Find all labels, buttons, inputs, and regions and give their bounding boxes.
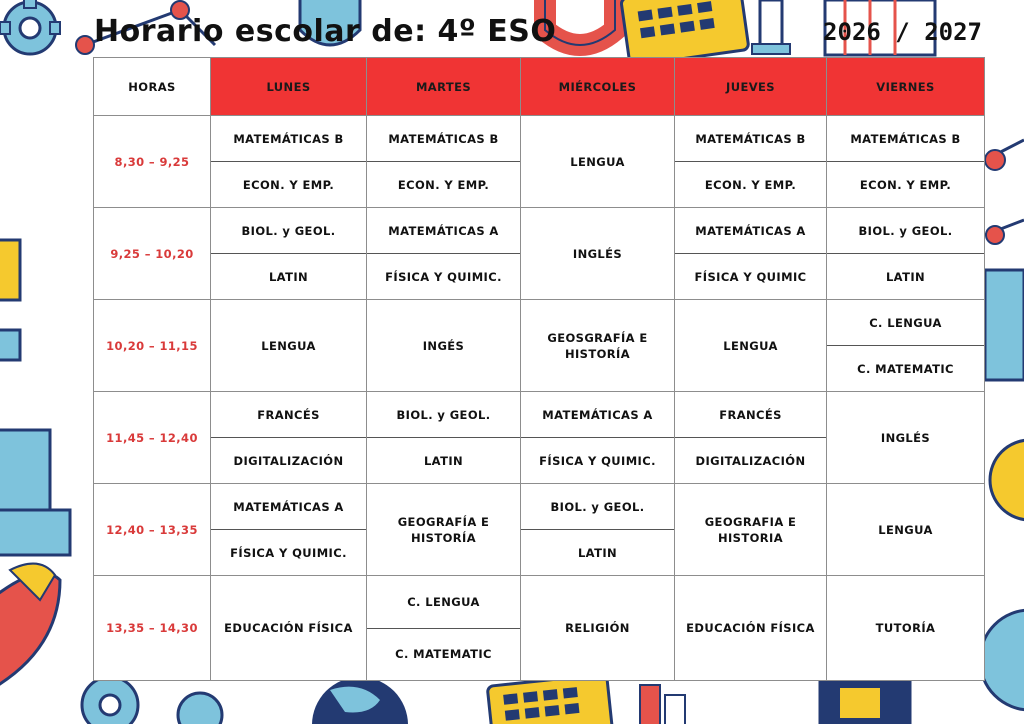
subject-option: MATEMÁTICAS A <box>675 208 826 254</box>
school-year: 2026 / 2027 <box>823 18 982 46</box>
subject-line: GEOSGRAFÍA E <box>547 330 648 345</box>
time-slot: 11,45 – 12,40 <box>93 392 211 484</box>
molecule-icon <box>985 140 1024 244</box>
schedule-cell: INGLÉS <box>827 392 985 484</box>
schedule-table <box>93 57 985 681</box>
time-slot: 12,40 – 13,35 <box>93 484 211 576</box>
schedule-cell-split <box>521 484 675 576</box>
column-header-day: LUNES <box>211 57 367 116</box>
schedule-cell: TUTORÍA <box>827 576 985 681</box>
subject-option: FÍSICA Y QUIMIC <box>694 269 807 284</box>
schedule-cell: EDUCACIÓN FÍSICA <box>675 576 827 681</box>
subject-line: GEOGRAFIA E <box>704 514 797 529</box>
schedule-cell-split <box>211 116 367 208</box>
subject-option: DIGITALIZACIÓN <box>233 453 344 468</box>
subject-option: BIOL. y GEOL. <box>521 484 674 530</box>
subject-option: MATEMÁTICAS A <box>367 208 520 254</box>
subject-option: LATIN <box>885 269 926 284</box>
subject-option: BIOL. y GEOL. <box>367 392 520 438</box>
laptop-icon <box>0 430 70 555</box>
subject-option: FÍSICA Y QUIMIC. <box>539 453 656 468</box>
schedule-cell: LENGUA <box>827 484 985 576</box>
schedule-cell-split <box>675 208 827 300</box>
schedule-cell: INGLÉS <box>521 208 675 300</box>
subject-name <box>398 514 490 546</box>
rocket-icon <box>0 564 60 690</box>
subject-option: C. LENGUA <box>367 576 520 629</box>
schedule-cell-split <box>675 392 827 484</box>
subject-option: C. LENGUA <box>827 300 984 346</box>
subject-option: FÍSICA Y QUIMIC. <box>385 269 502 284</box>
subject-option: MATEMÁTICAS A <box>211 484 366 530</box>
column-header-day: MIÉRCOLES <box>521 57 675 116</box>
globe-icon <box>980 610 1024 710</box>
schedule-cell-split <box>827 116 985 208</box>
subject-option: FRANCÉS <box>675 392 826 438</box>
calculator-icon <box>487 674 613 724</box>
column-header-day: VIERNES <box>827 57 985 116</box>
schedule-cell: LENGUA <box>675 300 827 392</box>
schedule-cell-split <box>675 116 827 208</box>
schedule-cell-split <box>521 392 675 484</box>
subject-option: LATIN <box>577 545 618 560</box>
subject-line: GEOGRAFÍA E <box>397 514 490 529</box>
schedule-cell: EDUCACIÓN FÍSICA <box>211 576 367 681</box>
subject-line: HISTORIA <box>717 530 784 545</box>
schedule-cell-split <box>827 208 985 300</box>
gear-icon <box>82 677 222 724</box>
subject-option: BIOL. y GEOL. <box>827 208 984 254</box>
subject-line: HISTORÍA <box>564 346 631 361</box>
time-slot: 9,25 – 10,20 <box>93 208 211 300</box>
schedule-cell <box>675 484 827 576</box>
schedule-cell: RELIGIÓN <box>521 576 675 681</box>
schedule-cell: LENGUA <box>521 116 675 208</box>
subject-option: LATIN <box>268 269 309 284</box>
block-shape <box>0 330 20 360</box>
book-shape <box>840 688 880 718</box>
bar-shape <box>640 685 660 724</box>
time-slot: 8,30 – 9,25 <box>93 116 211 208</box>
column-header-day: JUEVES <box>675 57 827 116</box>
schedule-cell-split <box>367 116 521 208</box>
schedule-cell-split <box>211 484 367 576</box>
wheel-icon <box>990 440 1024 520</box>
page-title: Horario escolar de: 4º ESO <box>94 14 557 49</box>
subject-option: MATEMÁTICAS A <box>521 392 674 438</box>
subject-option: MATEMÁTICAS B <box>827 116 984 162</box>
time-slot: 10,20 – 11,15 <box>93 300 211 392</box>
subject-option: ECON. Y EMP. <box>242 177 335 192</box>
subject-option: BIOL. y GEOL. <box>211 208 366 254</box>
schedule-cell-split <box>211 208 367 300</box>
schedule-cell-split <box>211 392 367 484</box>
subject-name <box>547 330 647 362</box>
schedule-cell-split <box>367 208 521 300</box>
scaffold-shape <box>985 270 1024 380</box>
subject-option: C. MATEMATIC <box>395 647 492 662</box>
subject-option: C. MATEMATIC <box>857 361 954 376</box>
gear-icon <box>0 0 60 54</box>
schedule-cell <box>521 300 675 392</box>
schedule-cell-split <box>367 392 521 484</box>
subject-name <box>705 514 797 546</box>
subject-option: DIGITALIZACIÓN <box>695 453 806 468</box>
bar-shape <box>665 695 685 724</box>
subject-option: MATEMÁTICAS B <box>367 116 520 162</box>
schedule-cell-split <box>827 300 985 392</box>
subject-option: MATEMÁTICAS B <box>675 116 826 162</box>
ruler-shape <box>0 240 20 300</box>
time-slot: 13,35 – 14,30 <box>93 576 211 681</box>
schedule-cell: LENGUA <box>211 300 367 392</box>
subject-option: LATIN <box>423 453 464 468</box>
column-header-horas: HORAS <box>93 57 211 116</box>
subject-option: ECON. Y EMP. <box>859 177 952 192</box>
test-tube-icon <box>752 0 790 54</box>
subject-option: FÍSICA Y QUIMIC. <box>230 545 347 560</box>
schedule-cell-split <box>367 576 521 681</box>
column-header-day: MARTES <box>367 57 521 116</box>
schedule-cell: INGÉS <box>367 300 521 392</box>
subject-option: MATEMÁTICAS B <box>211 116 366 162</box>
subject-option: ECON. Y EMP. <box>704 177 797 192</box>
subject-option: ECON. Y EMP. <box>397 177 490 192</box>
subject-option: FRANCÉS <box>211 392 366 438</box>
schedule-cell <box>367 484 521 576</box>
subject-line: HISTORÍA <box>410 530 477 545</box>
